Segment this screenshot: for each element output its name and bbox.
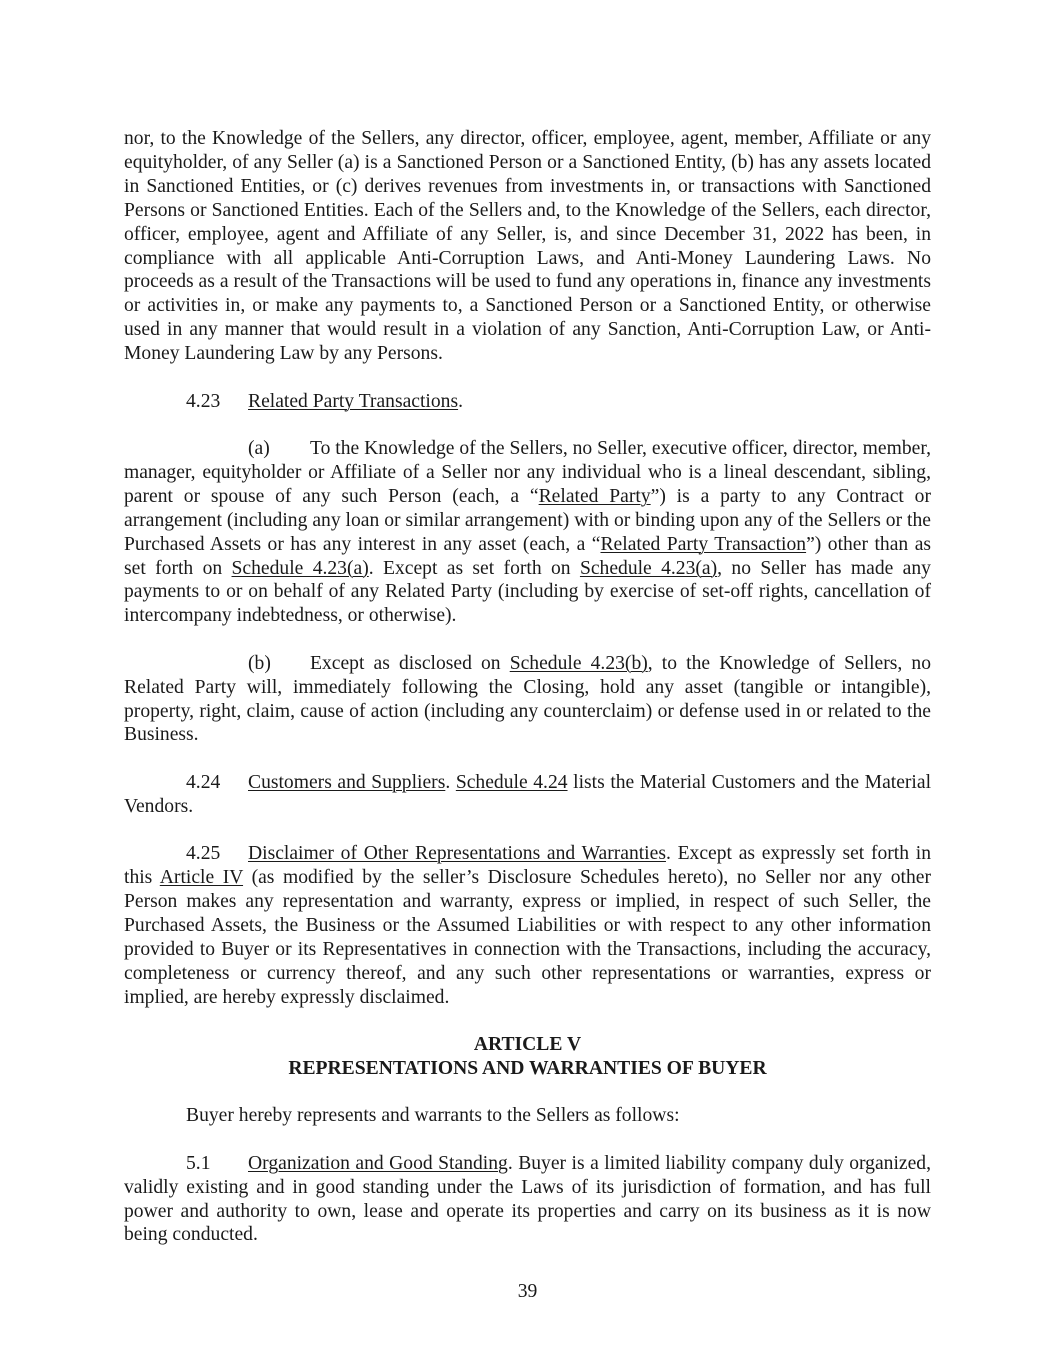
section-4-24 — [124, 771, 931, 819]
section-4-23-a — [124, 437, 931, 628]
section-4-25 — [124, 842, 931, 1009]
document-page — [124, 127, 931, 1247]
section-text: (as modified by the seller’s Disclosure Schedules hereto), no Seller nor any other Person makes any representation and warranty, express or implied, in respect of such Seller, the Purchased Assets, the Business or the Assumed Liabilities or with respect to any other information provided to Buyer or its Representatives in connection with the Transactions, including the accuracy, completeness or currency thereof, and any such other representations or warranties, express or implied, are hereby expressly disclaimed. — [124, 867, 931, 1008]
schedule-reference: Schedule 4.24 — [455, 771, 568, 793]
section-text: lists the Material Customers and the Material Vendors. — [124, 771, 932, 817]
clause-text: To the Knowledge of the Sellers, no Seller, executive officer, director, member, manager, equityholder or Affiliate of a Seller nor any individual who is a lineal descendant, sibling, parent or spouse of any such Person (each, a “ — [124, 437, 931, 507]
schedule-reference: Schedule 4.23(a) — [579, 557, 718, 579]
section-number: 5.1 — [186, 1152, 211, 1174]
section-5-1 — [124, 1152, 931, 1248]
schedule-reference: Schedule 4.23(b) — [509, 652, 648, 674]
clause-text: . Except as set forth on — [368, 557, 580, 579]
continuation-paragraph: nor, to the Knowledge of the Sellers, any director, officer, employee, agent, member, Affiliate or any equityholder, of any Seller (a) is a Sanctioned Person or a Sanctioned Entity, (b) has any assets located in Sanctioned Entities, or (c) derives revenues from investments in, or transactions with Sanctioned Persons or Sanctioned Entities. Each of the Sellers and, to the Knowledge of the Sellers, each director, officer, employee, agent and Affiliate of any Seller, is, and since December 31, 2022 has been, in compliance with all applicable Anti-Corruption Laws, and Anti-Money Laundering Laws. No proceeds as a result of the Transactions will be used to fund any operations in, finance any investments or activities in, or make any payments to, a Sanctioned Person or a Sanctioned Entity, or otherwise used in any manner that would result in a violation of any Sanction, Anti-Corruption Law, or Anti-Money Laundering Law by any Persons. — [124, 128, 931, 365]
section-title: Customers and Suppliers — [248, 771, 446, 793]
article-subheading: REPRESENTATIONS AND WARRANTIES OF BUYER — [288, 1057, 767, 1079]
defined-term-related-party: Related Party — [538, 485, 651, 507]
clause-text: , to the Knowledge of Sellers, no Related Party will, immediately following the Closing, hold any asset (tangible or intangible), property, right, claim, cause of action (including any counterclaim) or defense used in or related to the Business. — [124, 652, 932, 746]
section-number: 4.25 — [186, 843, 221, 865]
section-number: 4.23 — [186, 390, 221, 412]
section-4-23-b — [124, 652, 931, 748]
section-number: 4.24 — [186, 771, 221, 793]
clause-text: , no Seller has made any payments to or on behalf of any Related Party (including by exercise of set-off rights, cancellation of intercompany indebtedness, or otherwise). — [124, 557, 931, 627]
article-reference: Article IV — [159, 867, 244, 889]
defined-term-related-party-transaction: Related Party Transaction — [600, 533, 807, 555]
article-heading: ARTICLE V — [473, 1034, 582, 1055]
section-title: Related Party Transactions — [248, 390, 459, 412]
schedule-reference: Schedule 4.23(a) — [231, 557, 369, 579]
clause-label: (a) — [248, 437, 270, 459]
clause-text: Except as disclosed on — [310, 652, 510, 674]
punctuation: . — [445, 771, 456, 793]
punctuation: . — [458, 390, 463, 412]
clause-label: (b) — [248, 652, 271, 674]
clause-text: ”) is a party to any Contract or arrangement (including any loan or similar arrangement) with or binding upon any of the Sellers or the Purchased Assets or has any interest in any asset (each, a “ — [124, 485, 931, 555]
section-title: Organization and Good Standing — [248, 1152, 508, 1174]
page-number: 39 — [517, 1281, 538, 1302]
section-title: Disclaimer of Other Representations and Warranties — [248, 843, 666, 865]
section-text: . Buyer is a limited liability company duly organized, validly existing and in good standing under the Laws of its jurisdiction of formation, and has full power and authority to own, lease and operate its properties and carry on its business as it is now being conducted. — [124, 1152, 931, 1246]
article-intro: Buyer hereby represents and warrants to the Sellers as follows: — [186, 1105, 680, 1127]
section-4-23-heading — [124, 390, 931, 414]
section-text: . Except as expressly set forth in this — [124, 843, 931, 889]
clause-text: ”) other than as set forth on — [124, 533, 932, 579]
